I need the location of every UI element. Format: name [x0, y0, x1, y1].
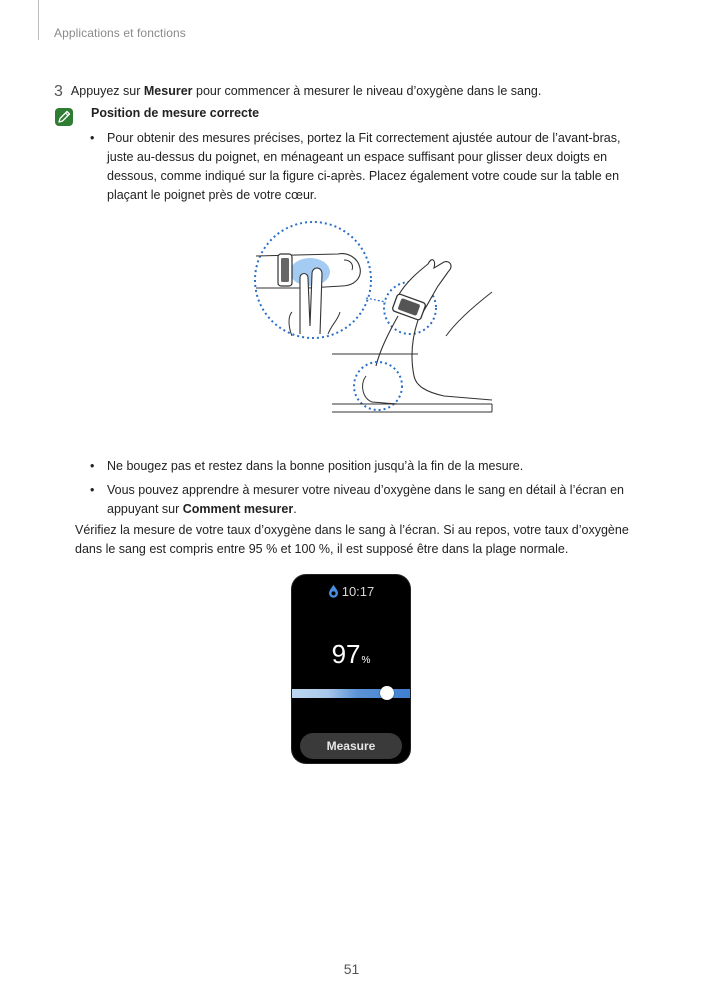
- measure-button[interactable]: Measure: [300, 733, 402, 759]
- note-bullet-1: [90, 129, 650, 205]
- step-number: 3: [54, 83, 63, 100]
- bullet3-text-before: Vous pouvez apprendre à mesurer votre niveau d’oxygène dans le sang en détail à l’écran en appuyant sur: [107, 483, 625, 516]
- step-text-before: Appuyez sur: [70, 84, 144, 98]
- oxygen-value: [292, 639, 410, 670]
- oxygen-level-slider: [292, 686, 410, 700]
- bullet-text: Pour obtenir des mesures précises, portez la Fit correctement ajustée autour de l’avant-bras, juste au-dessus du poignet, en ménageant un espace suffisant pour glisser deux doigts en dessous, comme indiqué sur la figure ci-après. Placez également votre coude sur la table en plaçant le poignet près de votre cœur.: [107, 131, 621, 202]
- page-number: 51: [343, 961, 360, 977]
- bullet-dot: •: [90, 131, 95, 145]
- oxygen-value-unit: %: [361, 655, 371, 666]
- slider-knob: [380, 686, 394, 700]
- section-header: Applications et fonctions: [54, 26, 186, 40]
- wrist-position-illustration: [248, 216, 498, 420]
- watch-screen: [292, 575, 410, 763]
- bullet-dot: •: [90, 459, 95, 473]
- pencil-note-icon: [54, 107, 74, 127]
- blood-oxygen-drop-icon: [328, 584, 339, 598]
- result-paragraph: Vérifiez la mesure de votre taux d’oxygène dans le sang à l’écran. Si au repos, votre taux d’oxygène dans le sang est compris entre 95 % et 100 %, il est supposé être dans la plage normale.: [75, 523, 629, 556]
- oxygen-value-number: 97: [331, 639, 361, 669]
- step-3: [54, 82, 541, 100]
- note-bullet-3: [90, 481, 650, 519]
- bullet3-text-after: .: [293, 502, 297, 516]
- margin-rule: [38, 0, 39, 40]
- bullet-dot: •: [90, 483, 95, 497]
- bullet-text: [107, 481, 650, 519]
- step-text-after: pour commencer à mesurer le niveau d’oxygène dans le sang.: [192, 84, 542, 98]
- step-text-bold: Mesurer: [143, 84, 193, 98]
- note-bullet-2: [90, 457, 650, 476]
- watch-time: 10:17: [341, 584, 375, 599]
- bullet-text: Ne bougez pas et restez dans la bonne position jusqu’à la fin de la mesure.: [107, 459, 524, 473]
- bullet3-text-bold: Comment mesurer: [182, 502, 294, 516]
- note-title: Position de mesure correcte: [91, 106, 260, 120]
- watch-time-row: [292, 584, 410, 599]
